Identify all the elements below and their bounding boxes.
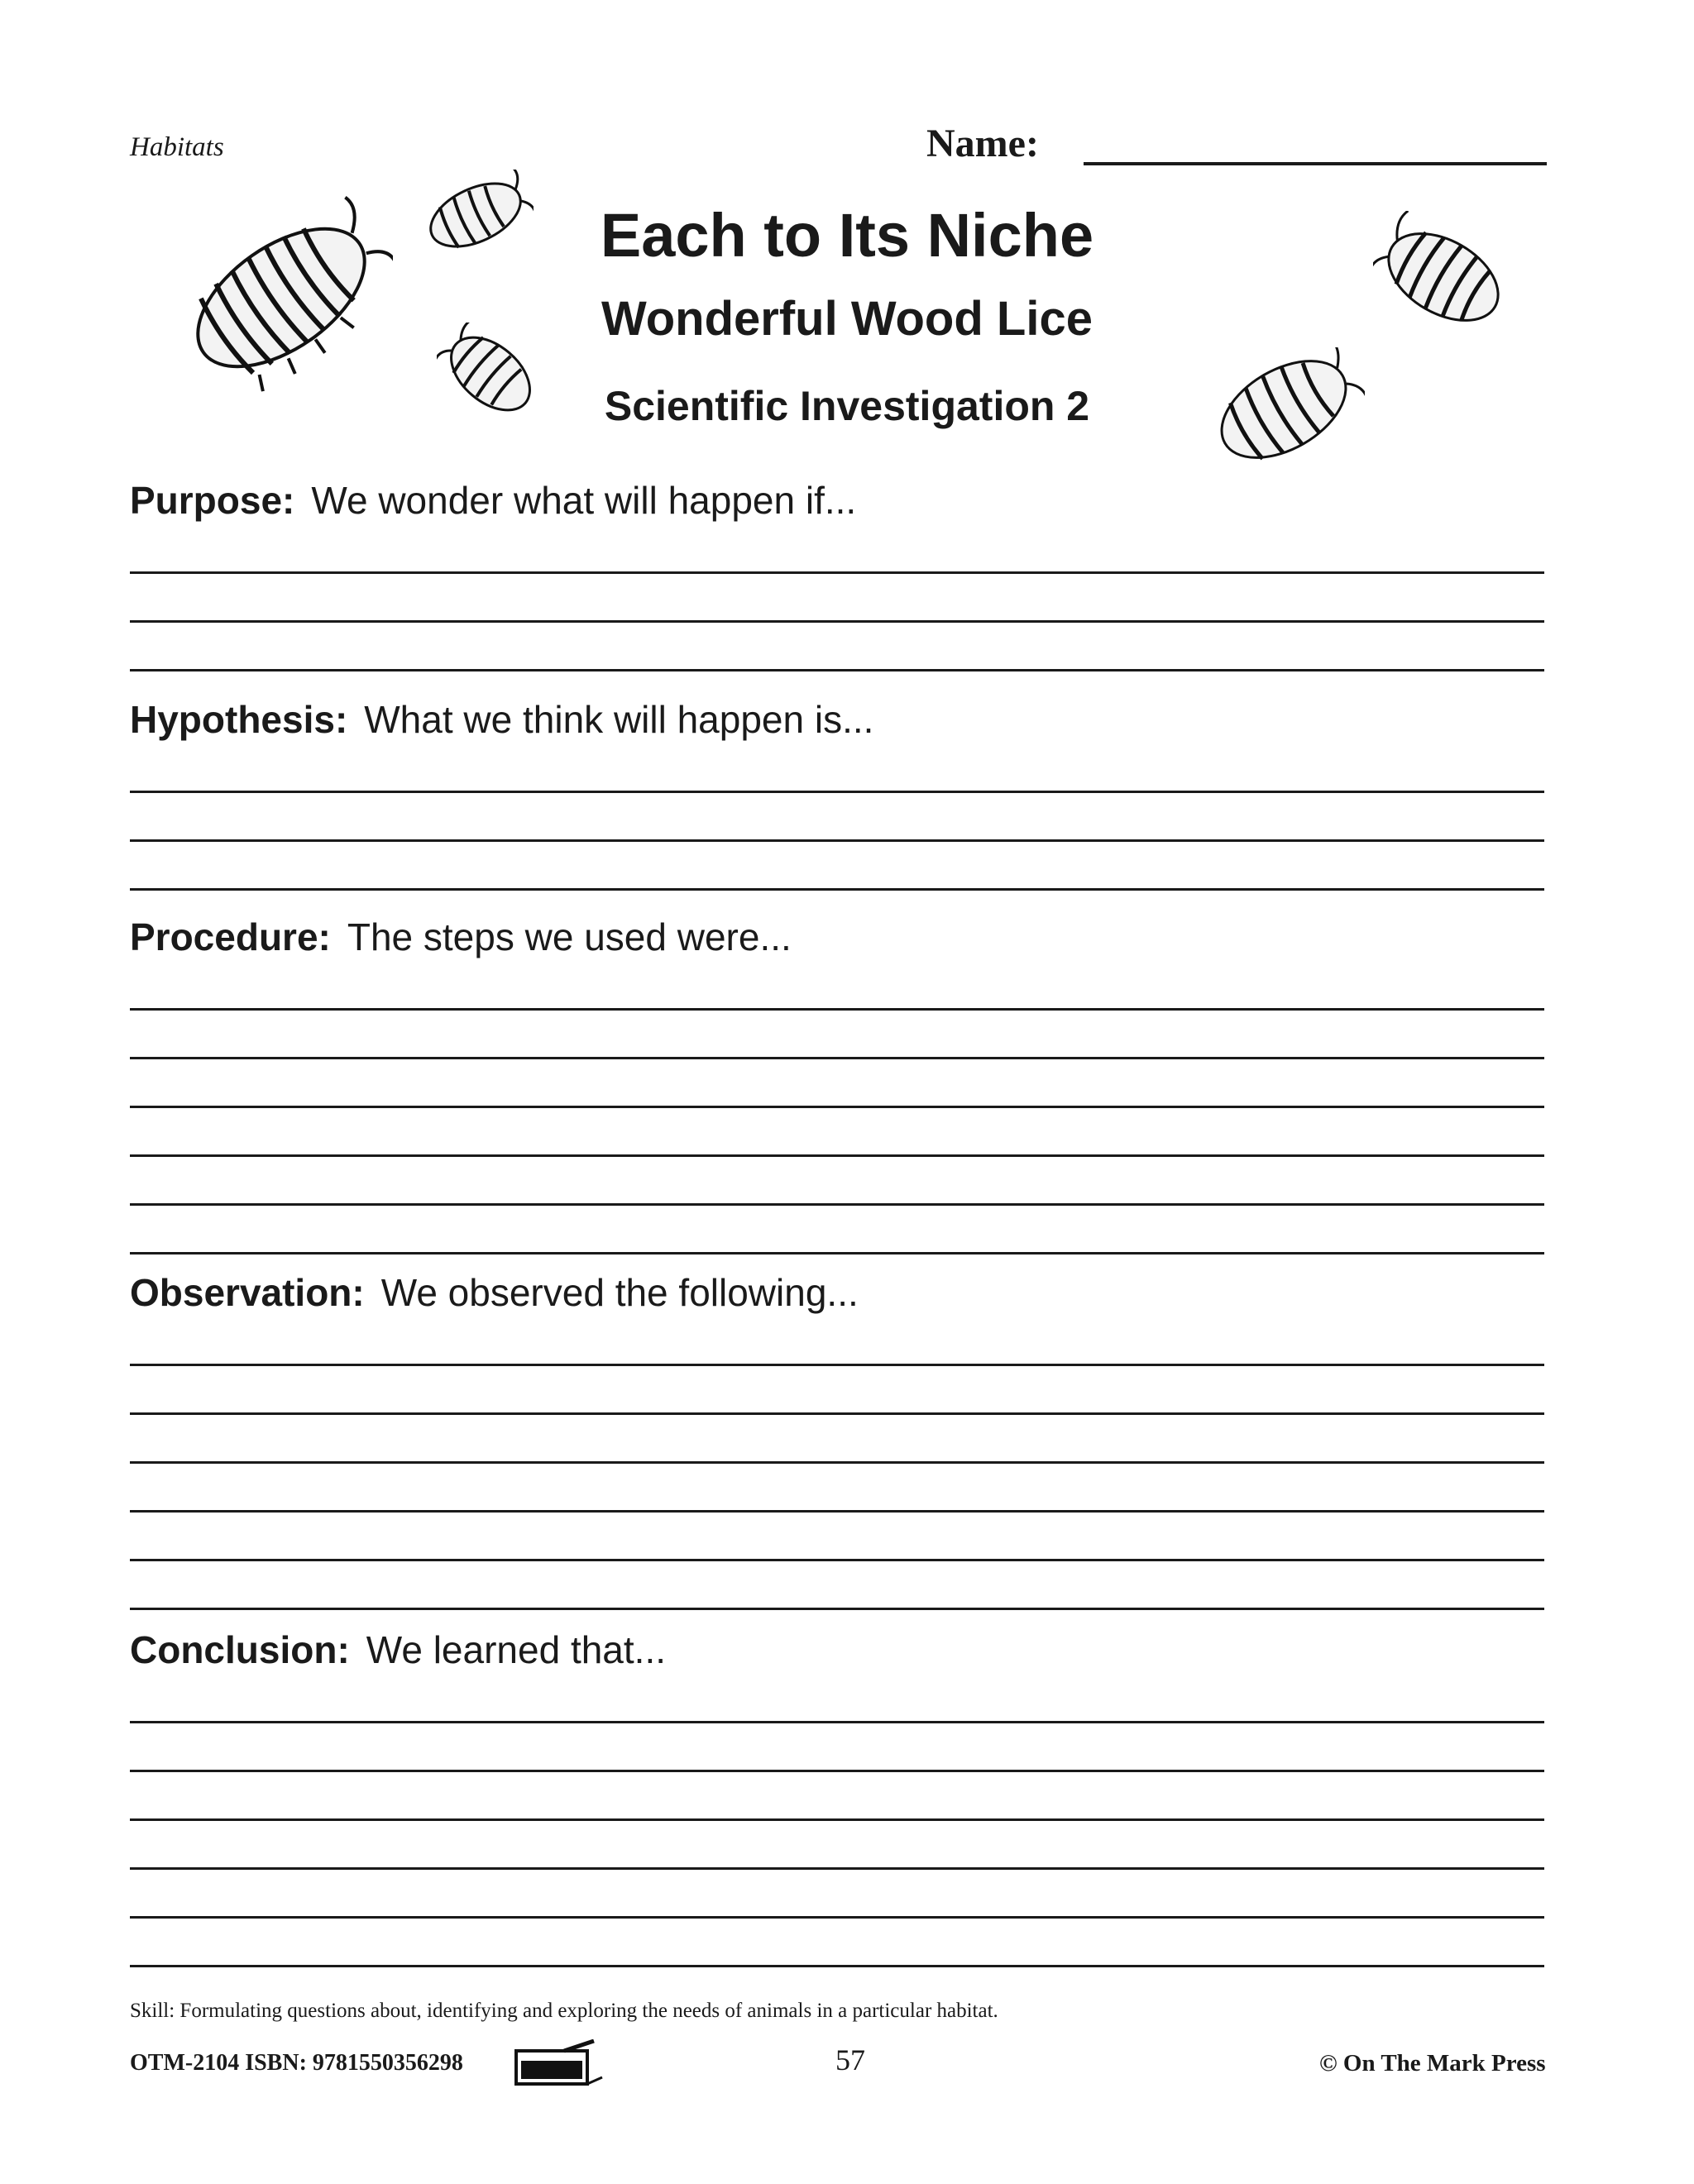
writing-line[interactable]: [130, 623, 1544, 671]
writing-line[interactable]: [130, 962, 1544, 1011]
section-label: Conclusion:: [130, 1628, 350, 1671]
page-subtitle: Wonderful Wood Lice: [601, 292, 1093, 346]
writing-line[interactable]: [130, 1157, 1544, 1206]
writing-line[interactable]: [130, 1108, 1544, 1157]
conclusion-section: [130, 1625, 1544, 1967]
hypothesis-section: [130, 695, 1544, 891]
section-prompt: The steps we used were...: [347, 915, 792, 958]
photocopier-icon: [514, 2039, 605, 2089]
writing-line[interactable]: [130, 1513, 1544, 1561]
wood-louse-icon: [1373, 211, 1514, 343]
section-label: Observation:: [130, 1271, 365, 1314]
wood-louse-icon: [418, 170, 534, 260]
procedure-section: [130, 912, 1544, 1254]
writing-line[interactable]: [130, 1011, 1544, 1059]
writing-line[interactable]: [130, 1723, 1544, 1772]
writing-line[interactable]: [130, 1415, 1544, 1464]
writing-line[interactable]: [130, 793, 1544, 842]
skill-note: Skill: Formulating questions about, identifying and exploring the needs of animals in a particular habitat.: [130, 2000, 998, 2022]
writing-line[interactable]: [130, 1821, 1544, 1870]
writing-line[interactable]: [130, 1561, 1544, 1610]
writing-line[interactable]: [130, 1464, 1544, 1513]
writing-line[interactable]: [130, 574, 1544, 623]
section-label: Purpose:: [130, 479, 295, 522]
writing-line[interactable]: [130, 744, 1544, 793]
writing-line[interactable]: [130, 1366, 1544, 1415]
writing-line[interactable]: [130, 1870, 1544, 1919]
section-label: Procedure:: [130, 915, 331, 958]
writing-line[interactable]: [130, 1206, 1544, 1254]
page-number: 57: [835, 2043, 865, 2076]
section-prompt: We wonder what will happen if...: [311, 479, 857, 522]
subject-label: Habitats: [130, 132, 224, 162]
section-prompt: We learned that...: [366, 1628, 667, 1671]
section-prompt: We observed the following...: [380, 1271, 859, 1314]
wood-louse-icon: [1204, 347, 1365, 471]
writing-line[interactable]: [130, 842, 1544, 891]
wood-louse-icon: [170, 194, 393, 401]
wood-louse-icon: [437, 323, 544, 426]
observation-section: [130, 1268, 1544, 1610]
investigation-heading: Scientific Investigation 2: [604, 383, 1090, 429]
name-label: Name:: [926, 122, 1039, 165]
page-title: Each to Its Niche: [600, 201, 1094, 270]
section-prompt: What we think will happen is...: [364, 698, 874, 741]
writing-line[interactable]: [130, 1059, 1544, 1108]
copyright: © On The Mark Press: [1319, 2050, 1546, 2076]
writing-line[interactable]: [130, 1675, 1544, 1723]
name-field[interactable]: [1084, 162, 1547, 165]
writing-line[interactable]: [130, 1772, 1544, 1821]
writing-line[interactable]: [130, 525, 1544, 574]
section-label: Hypothesis:: [130, 698, 348, 741]
writing-line[interactable]: [130, 1919, 1544, 1967]
writing-line[interactable]: [130, 1317, 1544, 1366]
product-code: OTM-2104 ISBN: 9781550356298: [130, 2050, 463, 2076]
purpose-section: [130, 476, 1544, 671]
